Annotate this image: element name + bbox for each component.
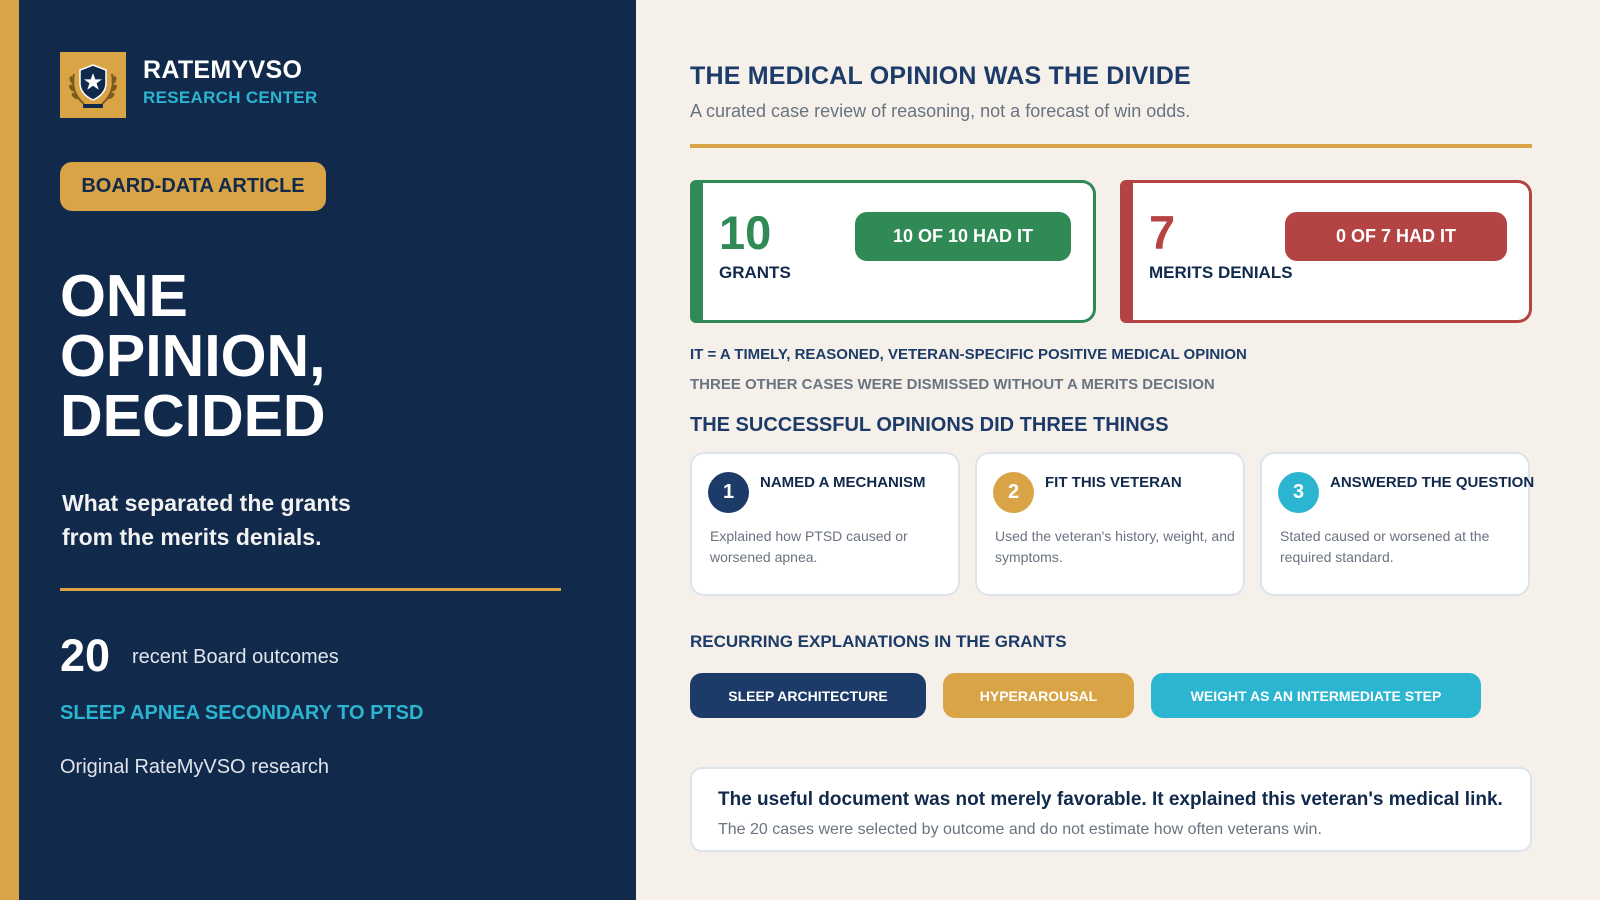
page-headline	[60, 263, 326, 449]
headline-line: DECIDED	[60, 383, 326, 449]
right-panel	[636, 0, 1600, 900]
step-title: ANSWERED THE QUESTION	[1330, 474, 1535, 491]
topic-label: SLEEP APNEA SECONDARY TO PTSD	[60, 702, 424, 724]
article-type-badge: BOARD-DATA ARTICLE	[60, 162, 326, 211]
step-number-circle: 1	[708, 472, 749, 513]
stat-badge: 10 OF 10 HAD IT	[855, 212, 1071, 261]
explanation-chip: HYPERAROUSAL	[943, 673, 1134, 718]
step-card	[690, 452, 960, 596]
explanation-chip: SLEEP ARCHITECTURE	[690, 673, 926, 718]
stat-number: 7	[1149, 206, 1176, 259]
step-body: Used the veteran's history, weight, and symptoms.	[995, 528, 1235, 565]
definition-text: IT = A TIMELY, REASONED, VETERAN-SPECIFIC POSITIVE MEDICAL OPINION	[690, 346, 1247, 363]
brand-name: RATEMYVSO	[143, 56, 303, 84]
stat-label: MERITS DENIALS	[1149, 263, 1293, 282]
outcome-count: 20	[60, 630, 111, 681]
step-number-circle: 3	[1278, 472, 1319, 513]
lead-line: What separated the grants	[62, 490, 351, 516]
stat-number: 10	[719, 206, 772, 259]
stat-badge: 0 OF 7 HAD IT	[1285, 212, 1507, 261]
stat-label: GRANTS	[719, 263, 791, 282]
source-label: Original RateMyVSO research	[60, 756, 329, 778]
accent-strip	[0, 0, 19, 900]
step-card	[975, 452, 1245, 596]
divider	[60, 588, 561, 591]
grants-stat-card	[690, 180, 1096, 323]
divider	[690, 144, 1532, 148]
brand-logo	[60, 52, 126, 118]
step-body: Stated caused or worsened at the required standard.	[1280, 528, 1490, 565]
shield-star-laurel-icon	[60, 52, 126, 118]
recurring-heading: RECURRING EXPLANATIONS IN THE GRANTS	[690, 632, 1067, 651]
dismissed-note: THREE OTHER CASES WERE DISMISSED WITHOUT A MERITS DECISION	[690, 376, 1215, 393]
explanation-chip: WEIGHT AS AN INTERMEDIATE STEP	[1151, 673, 1481, 718]
lead-text	[62, 486, 502, 554]
section-title: THE MEDICAL OPINION WAS THE DIVIDE	[690, 62, 1191, 90]
lead-line: from the merits denials.	[62, 524, 322, 550]
step-number-circle: 2	[993, 472, 1034, 513]
takeaway-box	[690, 767, 1532, 852]
three-things-heading: THE SUCCESSFUL OPINIONS DID THREE THINGS	[690, 414, 1169, 436]
headline-line: ONE	[60, 263, 188, 329]
brand-subtitle: RESEARCH CENTER	[143, 88, 318, 107]
takeaway-headline: The useful document was not merely favorable. It explained this veteran's medical link.	[718, 789, 1503, 810]
headline-line: OPINION,	[60, 323, 326, 389]
step-body: Explained how PTSD caused or worsened apnea.	[710, 528, 908, 565]
step-card	[1260, 452, 1535, 596]
left-panel	[19, 0, 636, 900]
takeaway-note: The 20 cases were selected by outcome and do not estimate how often veterans win.	[718, 821, 1322, 838]
step-title: NAMED A MECHANISM	[760, 474, 926, 491]
section-subtitle: A curated case review of reasoning, not a forecast of win odds.	[690, 101, 1191, 121]
outcome-count-label: recent Board outcomes	[132, 646, 339, 668]
denials-stat-card	[1120, 180, 1532, 323]
step-title: FIT THIS VETERAN	[1045, 474, 1182, 491]
